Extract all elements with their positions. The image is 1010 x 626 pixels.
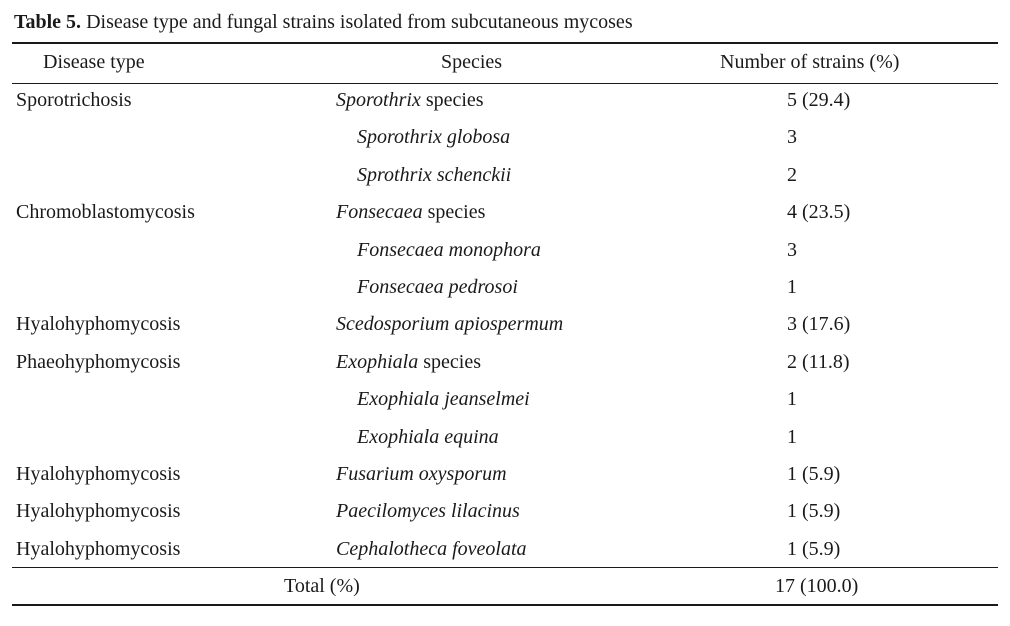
species-cell: [357, 269, 518, 306]
table-row: [0, 306, 1010, 343]
species-name: Sprothrix schenckii: [357, 164, 512, 186]
caption-label: Table 5.: [14, 11, 82, 33]
strain-count-cell: 3: [787, 126, 797, 148]
table-row: [0, 157, 1010, 194]
disease-type-cell: Hyalohyphomycosis: [16, 463, 181, 485]
strain-count-cell: 4 (23.5): [787, 201, 851, 223]
header-number-of-strains: Number of strains (%): [720, 51, 900, 73]
table-header-row: [0, 44, 1010, 81]
strain-count-cell: 1: [787, 388, 797, 410]
bottom-rule: [12, 604, 998, 606]
strain-count-cell: 1 (5.9): [787, 500, 841, 522]
total-count: 17 (100.0): [775, 575, 859, 597]
species-cell: [336, 194, 485, 231]
table-row: [0, 493, 1010, 530]
table-row: [0, 531, 1010, 568]
table-row: [0, 381, 1010, 418]
header-disease-type: Disease type: [43, 51, 145, 73]
species-cell: [336, 493, 520, 530]
disease-type-cell: Phaeohyphomycosis: [16, 351, 181, 373]
species-suffix: species: [420, 89, 484, 111]
species-name: Cephalotheca foveolata: [336, 538, 527, 560]
disease-type-cell: Sporotrichosis: [16, 89, 132, 111]
species-name: Fonsecaea monophora: [357, 239, 541, 261]
species-suffix: species: [422, 201, 486, 223]
species-name: Fonsecaea: [336, 201, 423, 223]
caption-text: Disease type and fungal strains isolated from subcutaneous mycoses: [81, 11, 633, 33]
species-suffix: species: [418, 351, 481, 373]
strain-count-cell: 2: [787, 164, 797, 186]
species-name: Exophiala: [336, 351, 419, 373]
strain-count-cell: 1: [787, 276, 797, 298]
disease-type-cell: Chromoblastomycosis: [16, 201, 195, 223]
species-cell: [336, 531, 527, 568]
species-name: Scedosporium apiospermum: [336, 313, 564, 335]
species-cell: [336, 344, 481, 381]
table-row: [0, 456, 1010, 493]
species-cell: [357, 419, 499, 456]
species-name: Sporothrix: [336, 89, 421, 111]
disease-type-cell: Hyalohyphomycosis: [16, 500, 181, 522]
strain-count-cell: 2 (11.8): [787, 351, 850, 373]
species-cell: [336, 306, 563, 343]
species-cell: [357, 119, 510, 156]
species-cell: [357, 381, 530, 418]
species-name: Fusarium oxysporum: [336, 463, 507, 485]
species-name: Paecilomyces lilacinus: [336, 500, 520, 522]
strain-count-cell: 1 (5.9): [787, 538, 841, 560]
table-row: [0, 344, 1010, 381]
table-row: [0, 194, 1010, 231]
strain-count-cell: 1 (5.9): [787, 463, 841, 485]
table-total-row: [0, 568, 1010, 605]
disease-type-cell: Hyalohyphomycosis: [16, 313, 181, 335]
table-caption: [14, 9, 633, 35]
table-row: [0, 232, 1010, 269]
total-label: Total (%): [284, 575, 360, 597]
strain-count-cell: 3: [787, 239, 797, 261]
table-row: [0, 419, 1010, 456]
strain-count-cell: 1: [787, 426, 797, 448]
strain-count-cell: 3 (17.6): [787, 313, 851, 335]
species-cell: [357, 157, 511, 194]
species-name: Fonsecaea pedrosoi: [357, 276, 518, 298]
species-name: Exophiala equina: [357, 426, 499, 448]
species-cell: [336, 82, 484, 119]
strain-count-cell: 5 (29.4): [787, 89, 851, 111]
species-cell: [336, 456, 507, 493]
species-name: Sporothrix globosa: [357, 126, 511, 148]
table-row: [0, 119, 1010, 156]
table-row: [0, 82, 1010, 119]
disease-type-cell: Hyalohyphomycosis: [16, 538, 181, 560]
species-name: Exophiala jeanselmei: [357, 388, 530, 410]
table-row: [0, 269, 1010, 306]
species-cell: [357, 232, 541, 269]
header-species: Species: [441, 51, 503, 73]
